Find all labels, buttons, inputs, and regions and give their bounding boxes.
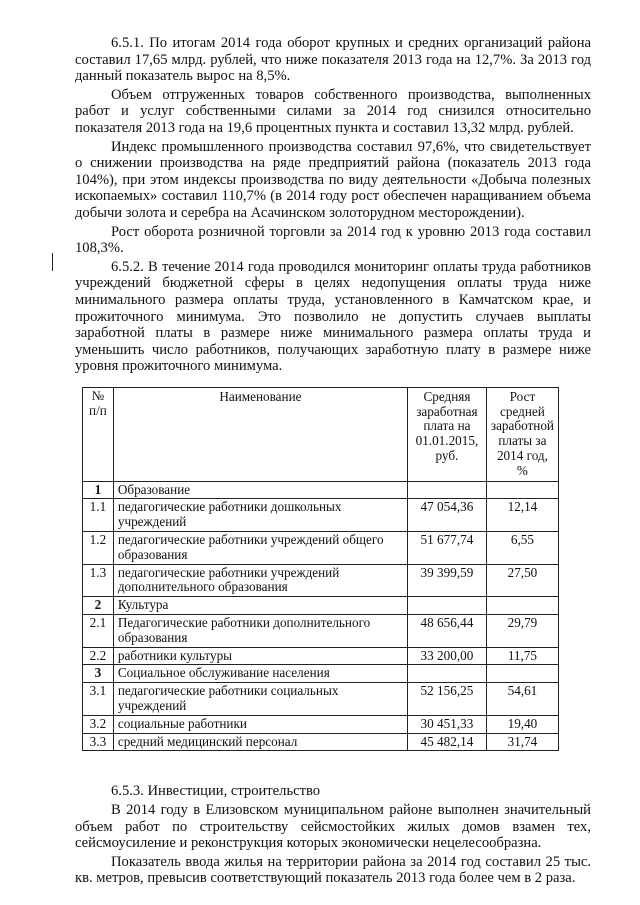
row-name: педагогические работники учреждений дополнительного образования xyxy=(113,564,407,597)
row-name: работники культуры xyxy=(113,647,407,665)
section-row-culture xyxy=(83,597,559,615)
row-growth: 6,55 xyxy=(486,532,558,565)
paragraph-shipped-goods: Объем отгруженных товаров собственного производства, выполненных работ и услуг собственными силами за 2014 год снизился относительно показателя 2013 года на 19,6 процентных пункта и составил 13,32 млрд. рублей. xyxy=(75,86,591,136)
table-header-row xyxy=(83,387,559,481)
paragraph-652: 6.5.2. В течение 2014 года проводился мониторинг оплаты труда работников учреждений бюджетной сферы в целях недопущения оплаты труда ниже минимального размера оплаты труда, установленного в Камчатском крае, и прожиточного минимума. Это позволило не допустить случаев выплаты заработной платы в размере ниже минимального размера оплаты труда и уменьшить число работников, получающих заработную плату в размере ниже уровня прожиточного минимума. xyxy=(75,258,591,375)
row-growth: 54,61 xyxy=(486,683,558,716)
row-salary: 47 054,36 xyxy=(407,499,486,532)
row-salary: 39 399,59 xyxy=(407,564,486,597)
header-name: Наименование xyxy=(113,387,407,481)
table-row xyxy=(83,532,559,565)
row-salary: 52 156,25 xyxy=(407,683,486,716)
table-row xyxy=(83,564,559,597)
table-row xyxy=(83,715,559,733)
paragraph-construction: В 2014 году в Елизовском муниципальном районе выполнен значительный объем работ по строительству сейсмостойких жилых домов взамен тех, сейсмоусиление и реконструкция которых экономически нецелесообразна. xyxy=(75,802,591,852)
row-name: средний медицинский персонал xyxy=(113,733,407,751)
row-num: 1.2 xyxy=(83,532,114,565)
header-growth: Рост средней заработной платы за 2014 год, % xyxy=(486,387,558,481)
table-row xyxy=(83,733,559,751)
row-num: 2.1 xyxy=(83,615,114,648)
section-title: Социальное обслуживание населения xyxy=(113,665,407,683)
row-growth: 27,50 xyxy=(486,564,558,597)
paragraph-651: 6.5.1. По итогам 2014 года оборот крупных и средних организаций района составил 17,65 млрд. рублей, что ниже показателя 2013 года на 12,7%. За 2013 год данный показатель вырос на 8,5%. xyxy=(75,35,591,85)
margin-mark xyxy=(52,253,53,271)
header-salary: Средняя заработная плата на 01.01.2015, руб. xyxy=(407,387,486,481)
row-growth: 12,14 xyxy=(486,499,558,532)
row-name: педагогические работники дошкольных учреждений xyxy=(113,499,407,532)
section-num: 3 xyxy=(83,665,114,683)
section-num: 1 xyxy=(83,481,114,499)
row-growth: 31,74 xyxy=(486,733,558,751)
row-num: 3.1 xyxy=(83,683,114,716)
row-growth: 29,79 xyxy=(486,615,558,648)
row-salary: 33 200,00 xyxy=(407,647,486,665)
section-row-social xyxy=(83,665,559,683)
row-salary: 45 482,14 xyxy=(407,733,486,751)
section-title: Образование xyxy=(113,481,407,499)
table-row xyxy=(83,647,559,665)
row-salary: 30 451,33 xyxy=(407,715,486,733)
section-653-title: 6.5.3. Инвестиции, строительство xyxy=(111,783,321,800)
row-num: 3.3 xyxy=(83,733,114,751)
document-page xyxy=(75,35,591,887)
row-salary: 48 656,44 xyxy=(407,615,486,648)
row-name: социальные работники xyxy=(113,715,407,733)
paragraph-retail-turnover: Рост оборота розничной торговли за 2014 год к уровню 2013 года составил 108,3%. xyxy=(75,223,591,257)
row-growth: 19,40 xyxy=(486,715,558,733)
row-num: 1.1 xyxy=(83,499,114,532)
row-num: 2.2 xyxy=(83,647,114,665)
salary-table xyxy=(82,387,559,752)
row-name: Педагогические работники дополнительного образования xyxy=(113,615,407,648)
section-row-education xyxy=(83,481,559,499)
table-row xyxy=(83,499,559,532)
table-row xyxy=(83,683,559,716)
paragraph-production-index: Индекс промышленного производства составил 97,6%, что свидетельствует о снижении производства на ряде предприятий района (показатель 2013 года 104%), при этом индексы производства по виду деятельности «Добыча полезных ископаемых» составил 110,7% (в 2014 году рост обеспечен наращиванием объема добычи золота и серебра на Асачинском золоторудном месторождении). xyxy=(75,138,591,221)
header-num: № п/п xyxy=(83,387,114,481)
row-num: 3.2 xyxy=(83,715,114,733)
row-name: педагогические работники социальных учреждений xyxy=(113,683,407,716)
row-salary: 51 677,74 xyxy=(407,532,486,565)
row-name: педагогические работники учреждений общего образования xyxy=(113,532,407,565)
paragraph-housing: Показатель ввода жилья на территории района за 2014 год составил 25 тыс. кв. метров, превысив соответствующий показатель 2013 года более чем в 2 раза. xyxy=(75,853,591,887)
section-title: Культура xyxy=(113,597,407,615)
table-row xyxy=(83,615,559,648)
section-num: 2 xyxy=(83,597,114,615)
row-growth: 11,75 xyxy=(486,647,558,665)
row-num: 1.3 xyxy=(83,564,114,597)
